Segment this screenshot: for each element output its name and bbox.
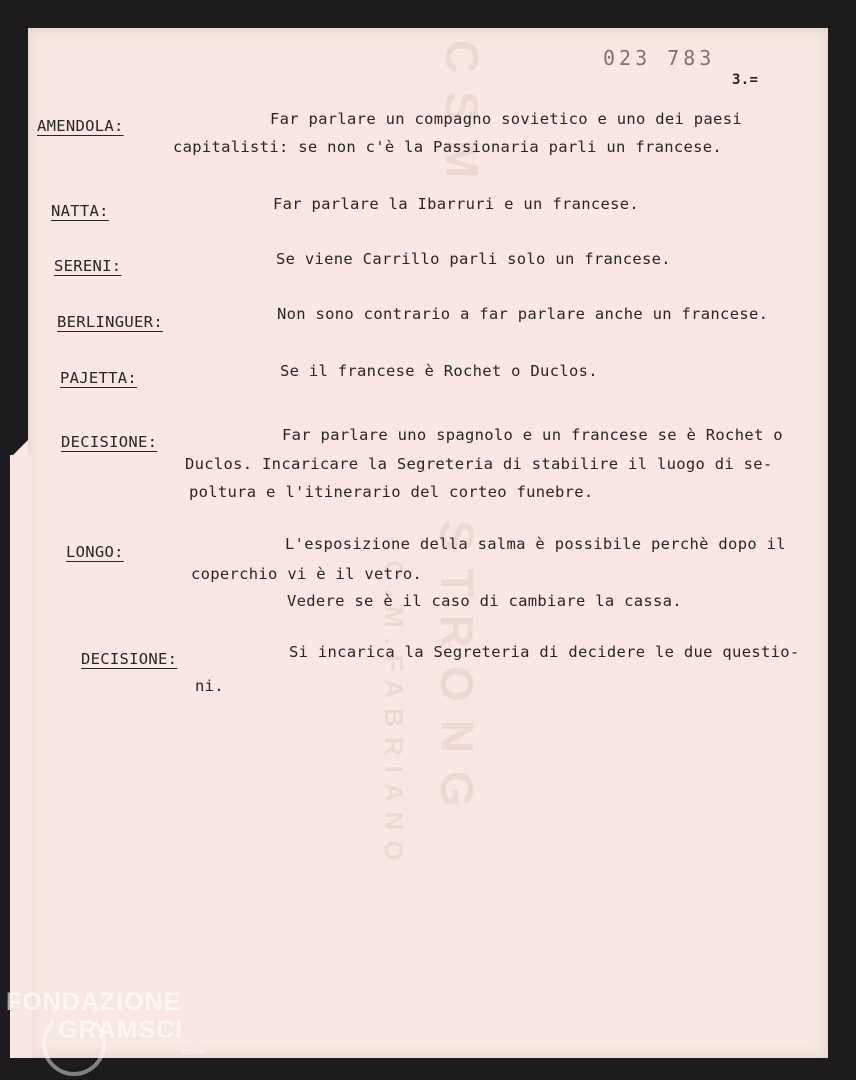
speaker-label: LONGO: — [66, 543, 124, 561]
archive-stamp-number: 023 783 — [603, 46, 716, 70]
entry-text-line: capitalisti: se non c'è la Passionaria parli un francese. — [173, 138, 723, 156]
page-number: 3.= — [732, 72, 759, 88]
speaker-label: PAJETTA: — [60, 369, 138, 387]
logo-line-2: GRAMSCI — [58, 1016, 184, 1044]
speaker-label: BERLINGUER: — [57, 313, 163, 331]
entry-text-line: Non sono contrario a far parlare anche un francese. — [277, 305, 769, 323]
paper-watermark-mill: C.M.FABRIANO — [379, 560, 409, 871]
torn-paper-strip — [10, 455, 32, 1058]
entry-text-line: L'esposizione della salma è possibile perchè dopo il — [285, 535, 786, 553]
decision-label: DECISIONE: — [61, 433, 158, 451]
paper-watermark-main: STRONG — [431, 520, 483, 825]
entry-text-line: poltura e l'itinerario del corteo funebre. — [189, 483, 594, 501]
entry-text-line: Far parlare un compagno sovietico e uno dei paesi — [270, 110, 742, 128]
entry-text-line: Si incarica la Segreteria di decidere le due questio- — [289, 643, 800, 661]
entry-text-line: ni. — [195, 677, 224, 695]
speaker-label: AMENDOLA: — [37, 117, 124, 135]
logo-line-3: onlus — [182, 1046, 204, 1056]
entry-text-line: Se viene Carrillo parli solo un francese. — [276, 250, 671, 268]
logo-line-1: FONDAZIONE — [6, 988, 182, 1016]
fondazione-gramsci-logo — [6, 988, 226, 1068]
entry-text-line: Duclos. Incaricare la Segreteria di stabilire il luogo di se- — [185, 455, 773, 473]
entry-text-line: Se il francese è Rochet o Duclos. — [280, 362, 598, 380]
entry-text-line: Far parlare uno spagnolo e un francese se è Rochet o — [282, 426, 783, 444]
entry-text-line: coperchio vi è il vetro. — [191, 565, 423, 583]
entry-text-line: Vedere se è il caso di cambiare la cassa. — [287, 592, 682, 610]
paper-watermark-top: CSM — [436, 40, 488, 197]
decision-label: DECISIONE: — [81, 650, 178, 668]
speaker-label: NATTA: — [51, 202, 109, 220]
entry-text-line: Far parlare la Ibarruri e un francese. — [273, 195, 640, 213]
speaker-label: SERENI: — [54, 257, 122, 275]
